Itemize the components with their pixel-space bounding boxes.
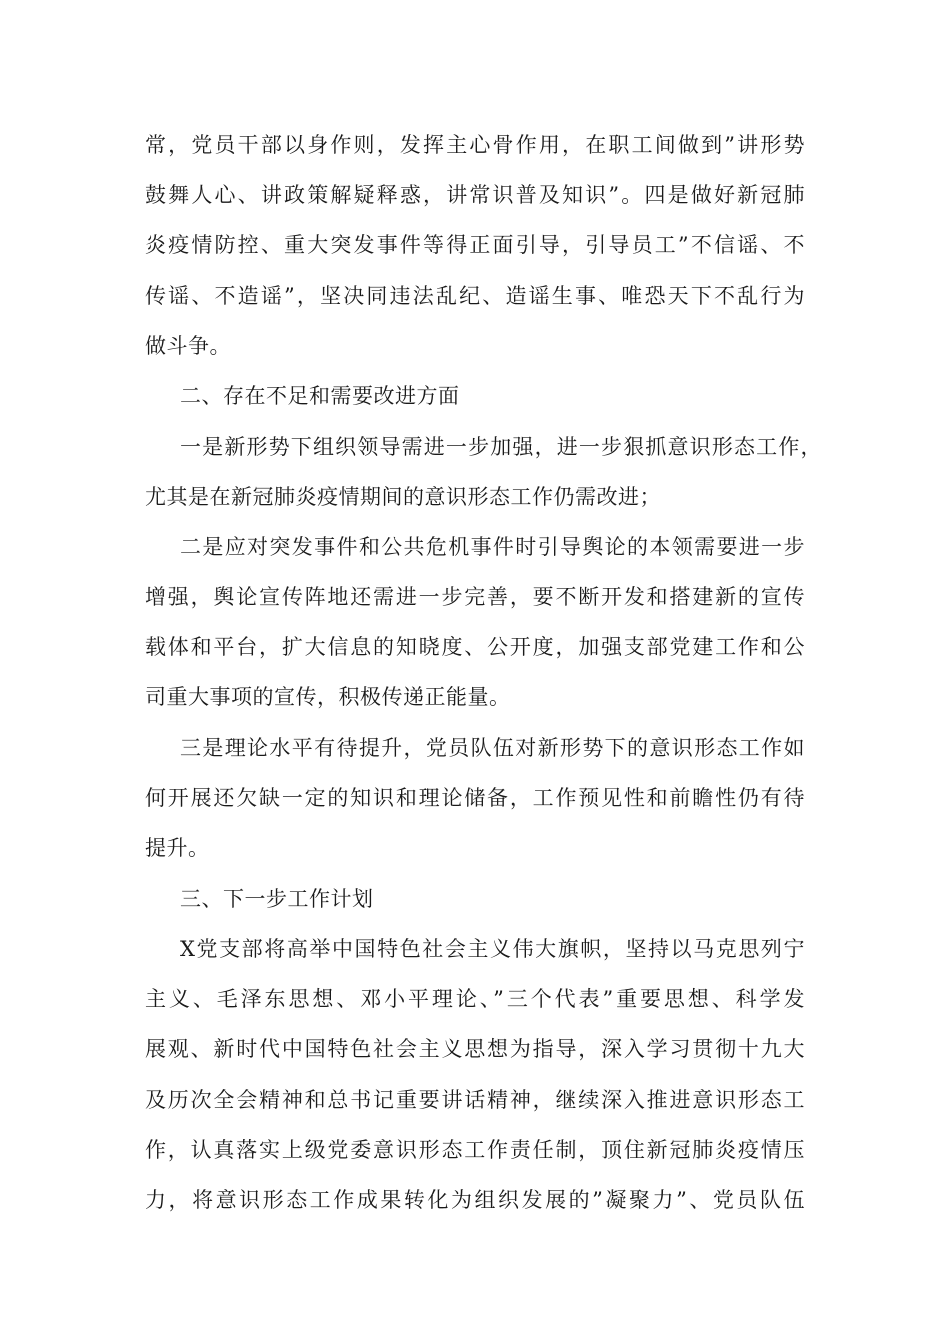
text-line: 提升。 xyxy=(145,836,210,860)
text-line: 鼓舞人心、讲政策解疑释惑，讲常识普及知识”。四是做好新冠肺 xyxy=(145,183,805,207)
text-line: 载体和平台，扩大信息的知晓度、公开度，加强支部党建工作和公 xyxy=(145,635,805,659)
text-line: 一是新形势下组织领导需进一步加强，进一步狠抓意识形态工作， xyxy=(180,435,822,459)
text-line: 司重大事项的宣传，积极传递正能量。 xyxy=(145,685,511,709)
text-line: 展观、新时代中国特色社会主义思想为指导，深入学习贯彻十九大 xyxy=(145,1037,805,1061)
text-line: 力，将意识形态工作成果转化为组织发展的”凝聚力”、党员队伍 xyxy=(145,1188,805,1212)
text-line: 尤其是在新冠肺炎疫情期间的意识形态工作仍需改进； xyxy=(145,485,661,509)
section-heading: 二、存在不足和需要改进方面 xyxy=(180,384,460,408)
text-line: 炎疫情防控、重大突发事件等得正面引导，引导员工”不信谣、不 xyxy=(145,233,805,257)
text-line: 传谣、不造谣”，坚决同违法乱纪、造谣生事、唯恐天下不乱行为 xyxy=(145,284,805,308)
text-line: 及历次全会精神和总书记重要讲话精神，继续深入推进意识形态工 xyxy=(145,1088,805,1112)
text-line: 做斗争。 xyxy=(145,334,231,358)
text-line: 三是理论水平有待提升，党员队伍对新形势下的意识形态工作如 xyxy=(180,736,805,760)
text-line: 二是应对突发事件和公共危机事件时引导舆论的本领需要进一步 xyxy=(180,535,805,559)
text-line: 作，认真落实上级党委意识形态工作责任制，顶住新冠肺炎疫情压 xyxy=(145,1138,805,1162)
text-line: 常，党员干部以身作则，发挥主心骨作用，在职工间做到”讲形势 xyxy=(145,133,805,157)
text-line: 增强，舆论宣传阵地还需进一步完善，要不断开发和搭建新的宣传 xyxy=(145,585,805,609)
section-heading: 三、下一步工作计划 xyxy=(180,887,374,911)
text-line: X党支部将高举中国特色社会主义伟大旗帜，坚持以马克思列宁 xyxy=(180,937,805,961)
text-line: 主义、毛泽东思想、邓小平理论、”三个代表”重要思想、科学发 xyxy=(145,987,805,1011)
text-line: 何开展还欠缺一定的知识和理论储备，工作预见性和前瞻性仍有待 xyxy=(145,786,805,810)
